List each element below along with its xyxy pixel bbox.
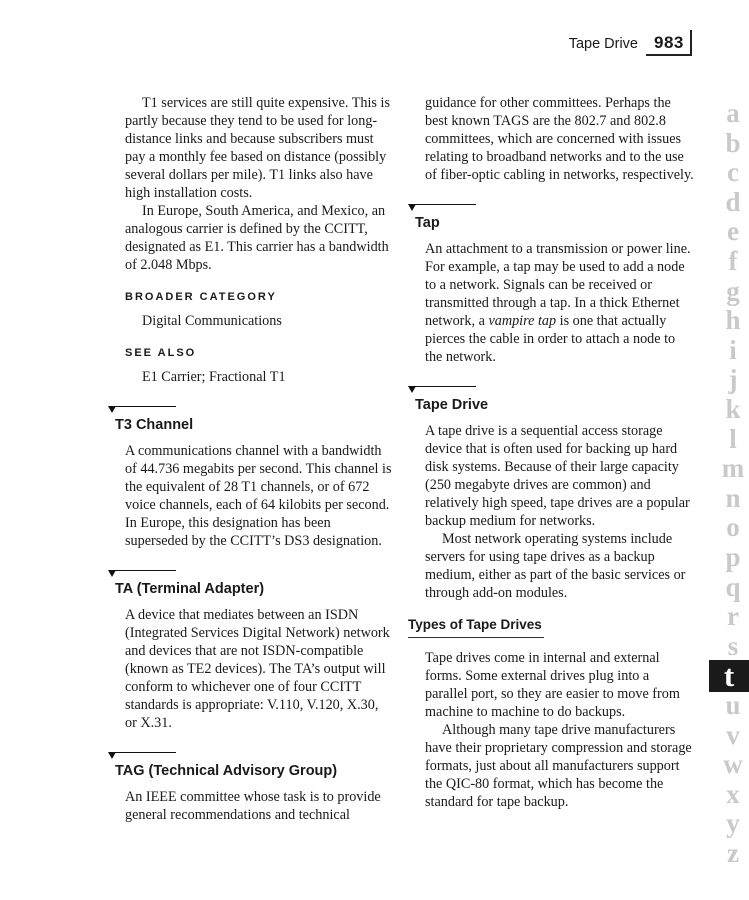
entry-body: Most network operating systems include servers for using tape drives as a backup medium, either as part of the basic services or through add-on modules.: [425, 531, 686, 601]
header-rule-horizontal: [646, 54, 692, 56]
italic-term: vampire tap: [488, 313, 557, 329]
page-number: 983: [654, 33, 684, 52]
entry-terminal-adapter: [108, 570, 393, 732]
thumb-tab-p: p: [725, 542, 741, 572]
thumb-tab-g: g: [726, 275, 740, 306]
entry-title: T3 Channel: [115, 417, 194, 433]
entry-tape-drive: [408, 386, 695, 811]
header-rule-vertical: [690, 30, 692, 56]
entry-title: Tap: [415, 215, 440, 231]
thumb-tab-s: s: [727, 630, 739, 661]
entry-title: TA (Terminal Adapter): [115, 581, 265, 597]
right-column: [408, 94, 695, 811]
subheading-rule: [408, 637, 544, 638]
thumb-tab-i: i: [729, 334, 737, 365]
subheading: Types of Tape Drives: [408, 617, 542, 632]
thumb-tab-w: w: [723, 749, 743, 780]
entry-t3-channel: [108, 406, 393, 550]
entry-marker: [108, 752, 393, 762]
broader-category-label: BROADER CATEGORY: [125, 291, 277, 303]
thumb-tab-a: a: [726, 98, 740, 128]
body-text: An attachment to a transmission or power line. For example, a tap may be used to add a node to a network. Signals can be received or transmitted through a tap. In a thick Ethernet network, a: [425, 241, 691, 329]
entry-marker: [108, 406, 393, 416]
thumb-tab-k: k: [725, 394, 741, 424]
thumb-tab-b: b: [725, 127, 741, 158]
thumb-tab-z: z: [727, 838, 739, 868]
entry-body: [425, 240, 695, 366]
thumb-tab-x: x: [726, 778, 740, 809]
entry-marker: [408, 386, 695, 396]
entry-body: A device that mediates between an ISDN (Integrated Services Digital Network) network and devices that are not ISDN-compatible (known as TE2 devices). The TA’s output will conform to whichever one of four CCITT standards is appropriate: V.110, V.120, X.30, or X.31.: [125, 607, 390, 731]
thumb-tab-y: y: [726, 808, 740, 839]
continuation-paragraph: In Europe, South America, and Mexico, an analogous carrier is defined by the CCITT, designated as E1. This carrier has a bandwidth of 2.048 Mbps.: [125, 203, 389, 273]
thumb-tab-n: n: [725, 482, 741, 513]
see-also-value: E1 Carrier; Fractional T1: [142, 369, 286, 385]
entry-body: A tape drive is a sequential access storage device that is often used for backing up hard disk systems. Because of their large capacity (250 megabyte drives are common) and relatively high speed, tape drives are a popular backup medium for networks.: [425, 423, 690, 529]
thumb-tab-l: l: [729, 423, 737, 454]
thumb-tab-d: d: [725, 186, 741, 217]
left-column: [108, 94, 393, 824]
running-header-title: Tape Drive: [568, 36, 638, 52]
continuation-paragraph: T1 services are still quite expensive. This is partly because they tend to be used for long-distance links and because subscribers must pay a monthly fee based on distance (possibly several dollars per mile). T1 links also have high installation costs.: [125, 95, 390, 201]
entry-marker: [408, 204, 695, 214]
thumb-tab-f: f: [728, 246, 738, 276]
thumb-tab-q: q: [725, 571, 741, 602]
continuation-paragraph: guidance for other committees. Perhaps the best known TAGS are the 802.7 and 802.8 committees, which are concerned with issues relating to broadband networks and to the use of fiber-optic cabling in networks, respectively.: [425, 95, 694, 183]
thumb-tab-u: u: [725, 690, 741, 720]
thumb-tab-h: h: [725, 305, 741, 336]
entry-tap: [408, 204, 695, 366]
thumb-tab-j: j: [728, 364, 738, 395]
thumb-tab-t: t: [709, 660, 749, 692]
broader-category-value: Digital Communications: [142, 313, 282, 329]
thumb-tab-c: c: [727, 157, 739, 188]
body-text: is one that actually pierces the cable in order to attach a node to the network.: [425, 313, 676, 365]
thumb-tab-m: m: [721, 453, 745, 484]
thumb-tab-r: r: [727, 601, 739, 632]
entry-title: TAG (Technical Advisory Group): [115, 763, 338, 779]
thumb-tab-o: o: [726, 512, 740, 543]
entry-marker: [108, 570, 393, 580]
sub-body: Tape drives come in internal and external forms. Some external drives plug into a parallel port, so they are easier to move from machine to machine to do backups.: [425, 650, 680, 720]
entry-tag: [108, 752, 393, 824]
entry-body: A communications channel with a bandwidth of 44.736 megabits per second. This channel is the equivalent of 28 T1 channels, or of 672 voice channels, each of 64 kilobits per second. In Europe, this designation has been superseded by the CCITT’s DS3 designation.: [125, 443, 392, 549]
sub-body: Although many tape drive manufacturers have their proprietary compression and storage formats, just about all manufacturers support the QIC-80 format, which has become the standard for tape backup.: [425, 722, 692, 810]
see-also-label: SEE ALSO: [125, 347, 197, 359]
thumb-tab-e: e: [727, 216, 739, 247]
thumb-tab-v: v: [726, 719, 740, 750]
entry-body: An IEEE committee whose task is to provide general recommendations and technical: [125, 789, 381, 823]
entry-title: Tape Drive: [415, 397, 489, 413]
